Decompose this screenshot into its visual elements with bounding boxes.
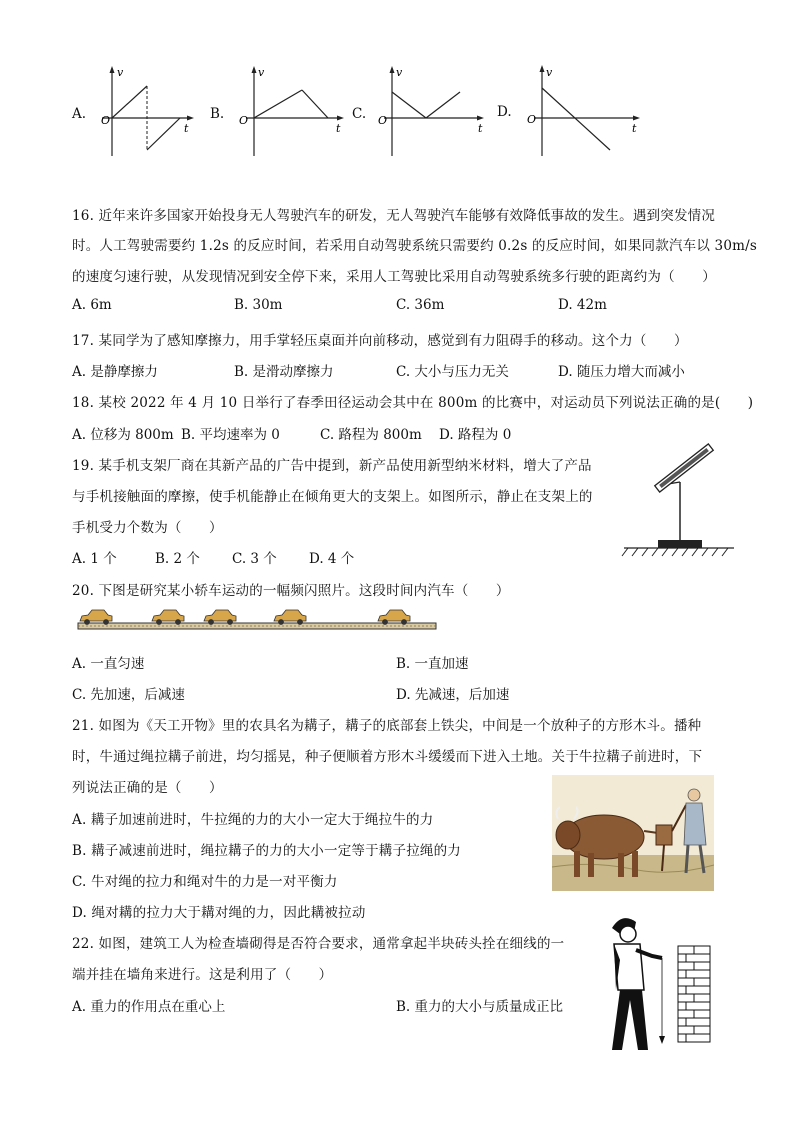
svg-text:v: v [546,66,553,79]
car-icon [274,610,306,625]
q17-option-c: C. 大小与压力无关 [396,364,509,380]
q18-option-b: B. 平均速率为 0 [181,427,280,443]
q19-line-2: 与手机接触面的摩擦，使手机能静止在倾角更大的支架上。如图所示，静止在支架上的 [72,489,593,505]
q16-line-3: 的速度匀速行驶，从发现情况到安全停下来，采用人工驾驶比采用自动驾驶系统多行驶的距离约为（ ） [72,269,716,285]
svg-text:O: O [378,114,388,127]
q22-line-2: 端并挂在墙角来进行。这是利用了（ ） [72,967,333,983]
q18-option-a: A. 位移为 800m [72,427,174,443]
q19-line-1: 19. 某手机支架厂商在其新产品的广告中提到，新产品使用新型纳米材料，增大了产品 [72,458,592,474]
q17-stem: 17. 某同学为了感知摩擦力，用手掌轻压桌面并向前移动，感觉到有力阻碍手的移动。这个力（ ） [72,333,688,349]
q21-option-d: D. 绳对耩的拉力大于耩对绳的力，因此耩被拉动 [72,905,366,921]
q16-option-c: C. 36m [396,297,445,313]
axis-v-label: v [117,66,124,79]
q21-option-a: A. 耩子加速前进时，牛拉绳的力的大小一定大于绳拉牛的力 [72,812,434,828]
q19-option-b: B. 2 个 [155,551,200,567]
car-icon [80,610,112,625]
vt-graph-b [236,64,346,160]
q17-option-d: D. 随压力增大而减小 [558,364,685,380]
q16-option-a: A. 6m [72,297,112,313]
worker-plumb-line-figure [590,910,718,1056]
q22-option-a: A. 重力的作用点在重心上 [72,999,226,1015]
car-icon [378,610,410,625]
q16-line-2: 时。人工驾驶需要约 1.2s 的反应时间，若采用自动驾驶系统只需要约 0.2s 的反应时间，如果同款汽车以 30m/s [72,238,758,254]
q19-option-c: C. 3 个 [232,551,277,567]
q21-line-2: 时，牛通过绳拉耩子前进，均匀摇晃，种子便顺着方形木斗缓缓而下进入土地。关于牛拉耩子前进时，下 [72,749,703,765]
graph-option-a-label: A. [72,106,87,122]
q20-option-c: C. 先加速，后减速 [72,687,185,703]
graph-option-c-label: C. [352,106,367,122]
svg-text:t: t [632,122,637,135]
q22-option-b: B. 重力的大小与质量成正比 [396,999,564,1015]
svg-text:O: O [527,113,537,126]
vt-graph-c [376,64,488,160]
q21-option-b: B. 耩子减速前进时，绳拉耩子的力的大小一定等于耩子拉绳的力 [72,843,462,859]
q18-option-d: D. 路程为 0 [439,427,512,443]
q20-option-a: A. 一直匀速 [72,656,145,672]
q18-option-c: C. 路程为 800m [320,427,422,443]
phone-stand-figure [618,440,738,560]
svg-text:t: t [478,122,483,135]
q17-option-a: A. 是静摩擦力 [72,364,158,380]
q21-line-1: 21. 如图为《天工开物》里的农具名为耩子，耩子的底部套上铁尖，中间是一个放种子的方形木斗。播种 [72,718,702,734]
q17-option-b: B. 是滑动摩擦力 [234,364,334,380]
car-icon [152,610,184,625]
vt-graph-a [100,64,195,160]
q16-option-d: D. 42m [558,297,607,313]
axis-t-label: t [184,122,189,135]
svg-text:O: O [239,114,249,127]
q21-line-3: 列说法正确的是（ ） [72,780,223,796]
q21-option-c: C. 牛对绳的拉力和绳对牛的力是一对平衡力 [72,874,338,890]
q20-option-d: D. 先减速，后加速 [396,687,510,703]
svg-text:v: v [258,66,265,79]
ox-plough-illustration [552,775,714,891]
svg-text:t: t [336,122,341,135]
q16-option-b: B. 30m [234,297,283,313]
q20-option-b: B. 一直加速 [396,656,469,672]
q16-line-1: 16. 近年来许多国家开始投身无人驾驶汽车的研发，无人驾驶汽车能够有效降低事故的发生。遇到突发情况 [72,208,716,224]
q19-line-3: 手机受力个数为（ ） [72,520,223,536]
graph-option-d-label: D. [497,104,512,120]
q19-option-d: D. 4 个 [309,551,355,567]
q18-stem: 18. 某校 2022 年 4 月 10 日举行了春季田径运动会其中在 800m 的比赛中，对运动员下列说法正确的是( ) [72,395,754,411]
vt-graph-d [524,62,644,160]
q19-option-a: A. 1 个 [72,551,117,567]
q20-stem: 20. 下图是研究某小轿车运动的一幅频闪照片。这段时间内汽车（ ） [72,583,510,599]
car-icon [204,610,236,625]
strobe-photo-figure [74,605,440,633]
q22-line-1: 22. 如图，建筑工人为检查墙砌得是否符合要求，通常拿起半块砖头拴在细线的一 [72,936,565,952]
graph-option-b-label: B. [210,106,225,122]
svg-text:v: v [396,66,403,79]
axis-o-label: O [101,114,111,127]
